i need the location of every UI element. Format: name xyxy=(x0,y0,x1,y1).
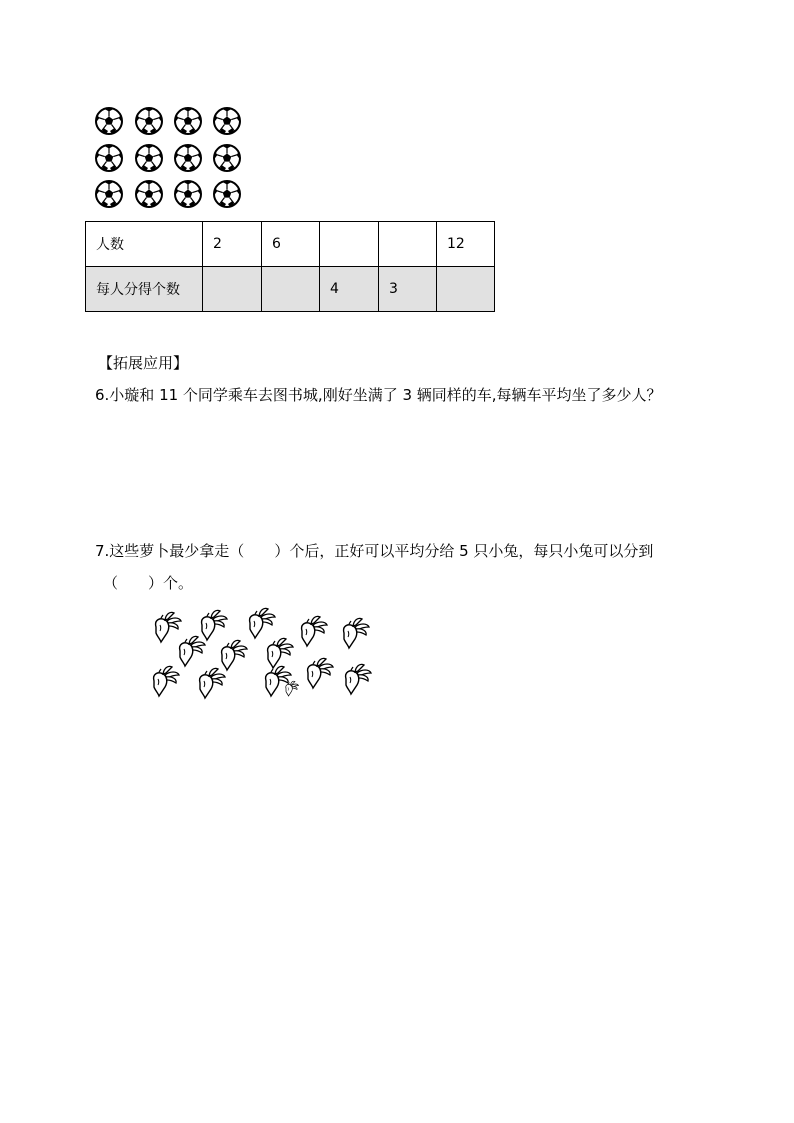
row-label-per-person: 每人分得个数 xyxy=(86,267,203,312)
row-label-people: 人数 xyxy=(86,222,203,267)
table-cell: 3 xyxy=(379,267,437,312)
table-cell xyxy=(320,222,379,267)
soccer-ball-icon xyxy=(94,106,124,136)
question-6: 6.小璇和 11 个同学乘车去图书城,刚好坐满了 3 辆同样的车,每辆车平均坐了多少人？ xyxy=(95,386,662,404)
radish-icon xyxy=(300,654,340,690)
division-table xyxy=(85,221,495,312)
radish-icon xyxy=(336,614,376,650)
soccer-ball-icon xyxy=(212,106,242,136)
soccer-ball-icon xyxy=(212,143,242,173)
soccer-ball-icon xyxy=(134,143,164,173)
table-cell xyxy=(437,267,495,312)
table-cell: 6 xyxy=(262,222,320,267)
table-cell: 4 xyxy=(320,267,379,312)
radish-icon xyxy=(192,664,232,700)
soccer-ball-icon xyxy=(173,106,203,136)
table-row-per-person xyxy=(86,267,495,312)
radish-group xyxy=(146,602,382,702)
radish-icon xyxy=(146,662,186,698)
soccer-ball-icon xyxy=(173,179,203,209)
soccer-ball-icon xyxy=(94,143,124,173)
table-cell: 12 xyxy=(437,222,495,267)
soccer-ball-icon xyxy=(134,179,164,209)
soccer-ball-grid xyxy=(94,106,244,212)
table-cell xyxy=(203,267,262,312)
table-cell: 2 xyxy=(203,222,262,267)
soccer-ball-icon xyxy=(134,106,164,136)
radish-icon xyxy=(282,678,302,698)
question-7-line-2: （ ）个。 xyxy=(103,574,194,592)
table-cell xyxy=(262,267,320,312)
soccer-ball-icon xyxy=(212,179,242,209)
table-cell xyxy=(379,222,437,267)
soccer-ball-icon xyxy=(94,179,124,209)
section-title: 【拓展应用】 xyxy=(98,354,189,372)
soccer-ball-icon xyxy=(173,143,203,173)
question-7-line-1: 7.这些萝卜最少拿走（ ）个后，正好可以平均分给 5 只小兔，每只小兔可以分到 xyxy=(95,542,654,560)
radish-icon xyxy=(294,612,334,648)
radish-icon xyxy=(338,660,378,696)
table-row-people xyxy=(86,222,495,267)
